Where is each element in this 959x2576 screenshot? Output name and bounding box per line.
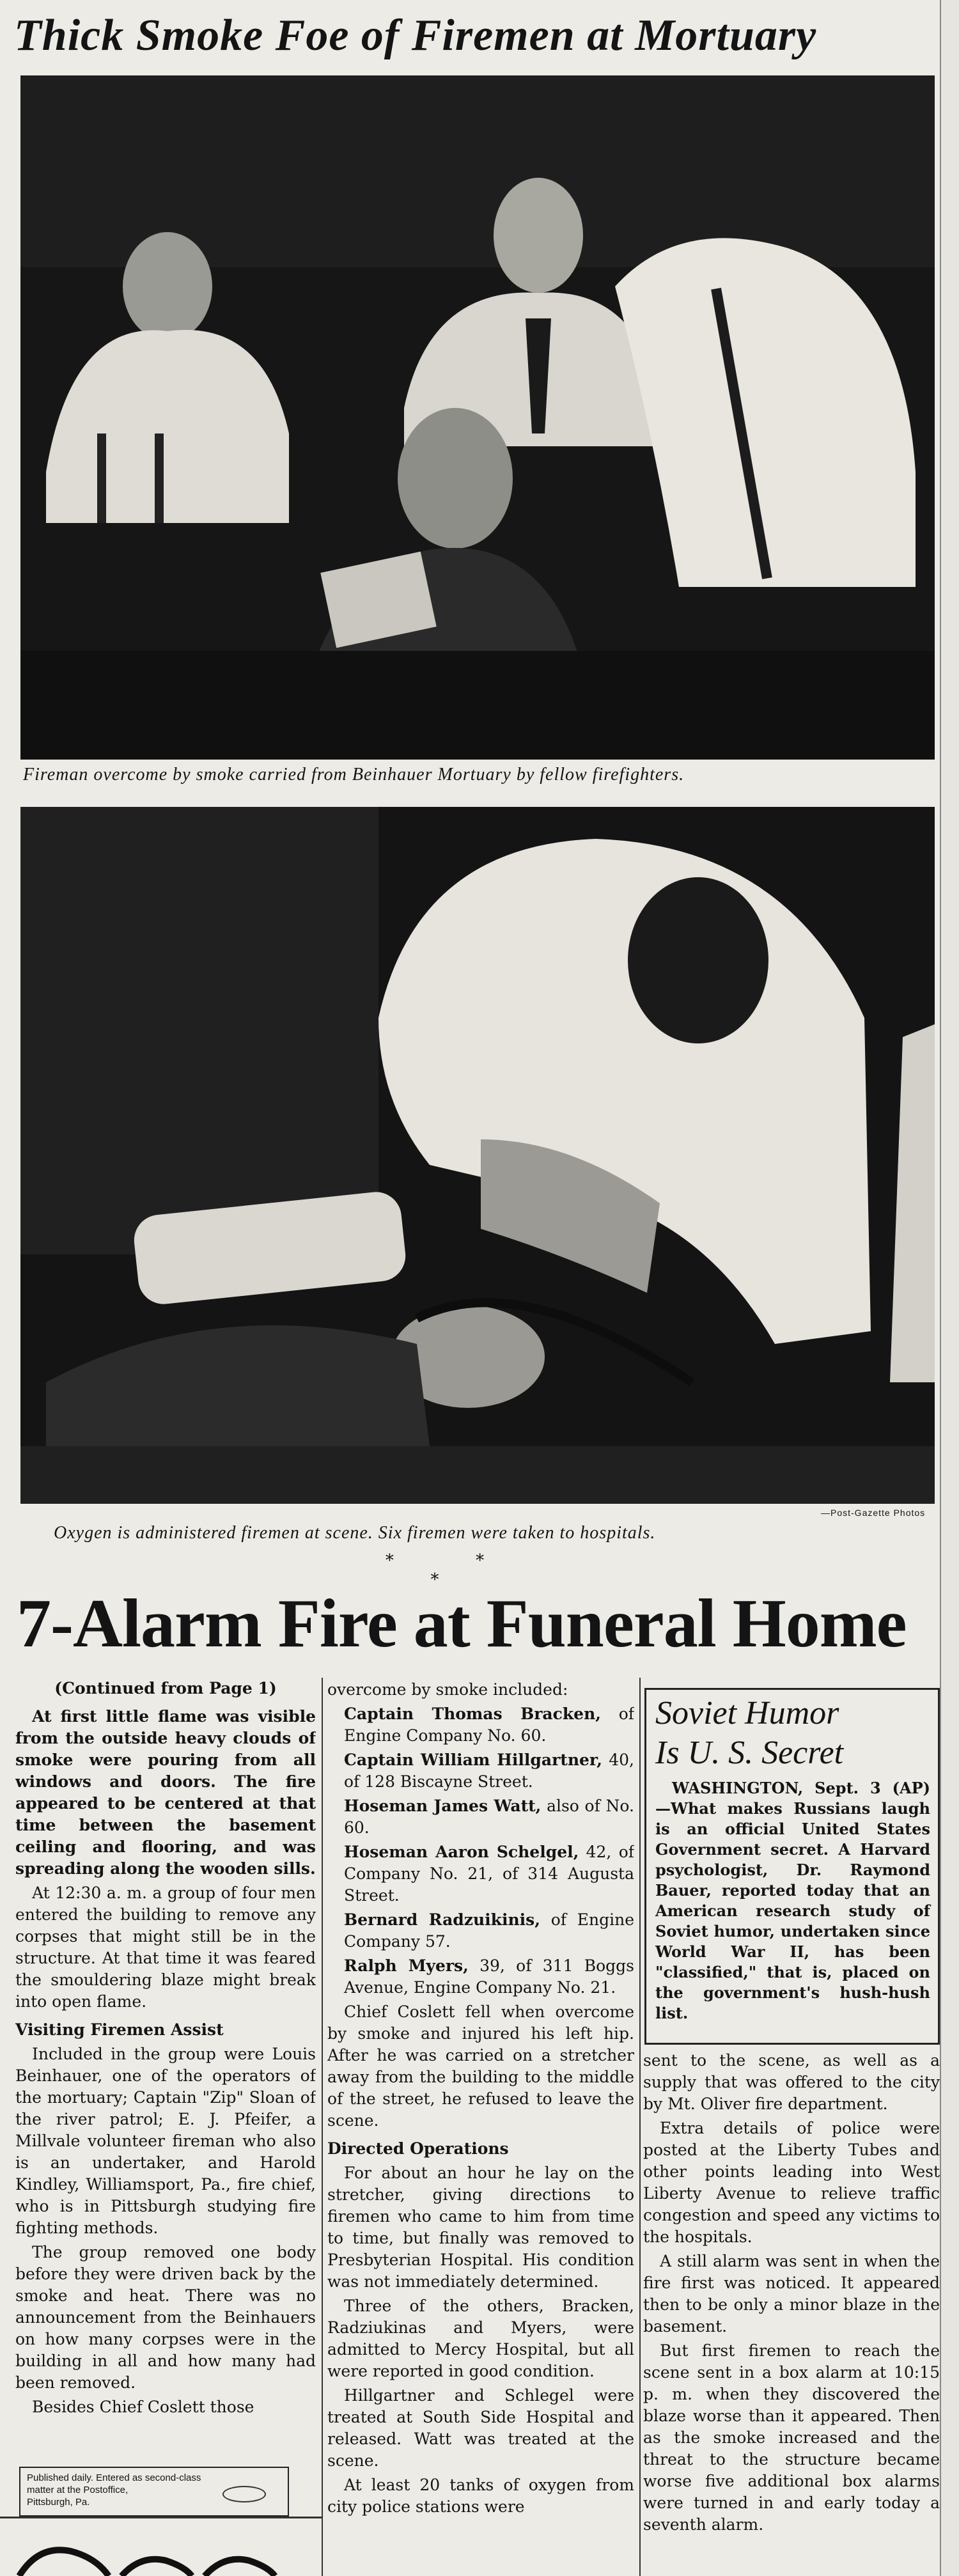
injured-list-item: Hoseman James Watt, also of No. 60. — [344, 1797, 634, 1837]
paragraph: At least 20 tanks of oxygen from city police stations were — [327, 2476, 634, 2516]
injured-list-item: Captain Thomas Bracken, of Engine Company No. 60. — [344, 1705, 634, 1745]
sidebar-story-title: Is U. S. Secret — [655, 1735, 844, 1771]
subheading: Directed Operations — [327, 2139, 509, 2158]
sidebar-story-body — [646, 1773, 938, 2024]
column-rule — [639, 1678, 641, 2576]
next-article-fragment-image — [13, 2532, 313, 2576]
main-headline: 7-Alarm Fire at Funeral Home — [17, 1586, 907, 1662]
injured-list-item: Captain William Hillgartner, 40, of 128 Biscayne Street. — [344, 1751, 634, 1791]
paragraph: Chief Coslett fell when overcome by smoke and injured his left hip. After he was carried on a stretcher away from the building to the middle of the street, he refused to leave the scene. — [327, 2002, 634, 2130]
photo-credit: —Post-Gazette Photos — [821, 1508, 926, 1518]
photo-oxygen-administered — [20, 807, 935, 1504]
sidebar-story-title: Soviet Humor — [655, 1695, 839, 1731]
injured-list-item: Hoseman Aaron Schelgel, 42, of Company No. 21, of 314 Augusta Street. — [344, 1843, 634, 1905]
paragraph: But first firemen to reach the scene sent in a box alarm at 10:15 p. m. when they discovered the blaze worse than it appeared. Then as the smoke increased and the threat to the structure became worse five additional box alarms were turned in and early today a seventh alarm. — [643, 2341, 940, 2534]
injured-list-item: Ralph Myers, 39, of 311 Boggs Avenue, Engine Company No. 21. — [344, 1956, 634, 1997]
publisher-line: Pittsburgh, Pa. — [27, 2497, 90, 2508]
photo1-caption: Fireman overcome by smoke carried from Beinhauer Mortuary by fellow firefighters. — [23, 765, 685, 785]
paragraph: Three of the others, Bracken, Radziukinas and Myers, were admitted to Mercy Hospital, but all were reported in good condition. — [327, 2297, 634, 2380]
publisher-line: Published daily. Entered as second-class — [27, 2472, 201, 2483]
column-rule — [322, 1678, 323, 2576]
photo-oxygen-administered-image — [20, 807, 935, 1504]
publisher-seal-icon — [222, 2486, 266, 2502]
paragraph: Included in the group were Louis Beinhauer, one of the operators of the mortuary; Captain "Zip" Sloan of the river patrol; E. J. Pfeifer, a Millvale volunteer fireman who also is an undertaker, and Harold Kindley, Williamsport, Pa., fire chief, who is in Pittsburgh studying fire fighting methods. — [15, 2045, 316, 2237]
article-column-3 — [643, 2050, 940, 2574]
photo-firemen-carrying — [20, 75, 935, 760]
paragraph: At first little flame was visible from the outside heavy clouds of smoke were pouring from all windows and doors. The fire appeared to be centered at that time between the basement ceiling and flooring, and was spreading along the wooden sills. — [15, 1707, 316, 1878]
section-stars: * * * — [385, 1551, 523, 1589]
sidebar-story-text: —What makes Russians laugh is an official United States Government secret. A Harvard psychologist, Dr. Raymond Bauer, reported today that an American research study of Soviet humor, undertaken since World War II, has been "classified," that is, placed on the government's hush-hush list. — [655, 1799, 930, 2022]
photo-firemen-carrying-image — [20, 75, 935, 760]
injured-list-item: Bernard Radzuikinis, of Engine Company 57. — [344, 1910, 634, 1951]
paragraph: Besides Chief Coslett those — [32, 2398, 254, 2416]
section-rule — [0, 2517, 323, 2518]
top-headline: Thick Smoke Foe of Firemen at Mortuary — [14, 11, 817, 60]
subheading: Visiting Firemen Assist — [15, 2020, 224, 2039]
paragraph: The group removed one body before they were driven back by the smoke and heat. There was no announcement from the Beinhauers on how many corpses were in the building in all and how many had been removed. — [15, 2243, 316, 2392]
article-column-2 — [327, 1679, 634, 2574]
dateline: WASHINGTON, Sept. 3 (AP) — [672, 1779, 930, 1797]
adjacent-column-edge — [940, 0, 959, 2576]
paragraph: sent to the scene, as well as a supply that was offered to the city by Mt. Oliver fire department. — [643, 2051, 940, 2113]
paragraph: Hillgartner and Schlegel were treated at South Side Hospital and released. Watt was treated at the scene. — [327, 2386, 634, 2470]
paragraph: For about an hour he lay on the stretcher, giving directions to firemen who came to him from time to time, but finally was removed to Presbyterian Hospital. His condition was not immediately determined. — [327, 2164, 634, 2291]
next-article-fragment — [13, 2532, 313, 2576]
publisher-line: matter at the Postoffice, — [27, 2485, 129, 2495]
paragraph: A still alarm was sent in when the fire first was noticed. It appeared then to be only a minor blaze in the basement. — [643, 2252, 940, 2336]
paragraph: At 12:30 a. m. a group of four men entered the building to remove any corpses that might still be in the structure. At that time it was feared the smouldering blaze might break into open flame. — [15, 1884, 316, 2011]
paragraph: overcome by smoke included: — [327, 1680, 568, 1699]
continued-note: (Continued from Page 1) — [54, 1679, 277, 1698]
sidebar-story-box — [644, 1688, 940, 2045]
article-column-1 — [15, 1678, 316, 2458]
paragraph: Extra details of police were posted at the Liberty Tubes and other points leading into West Liberty Avenue to relieve traffic congestion and speed any victims to the hospitals. — [643, 2119, 940, 2246]
photo2-caption: Oxygen is administered firemen at scene. Six firemen were taken to hospitals. — [54, 1523, 656, 1543]
